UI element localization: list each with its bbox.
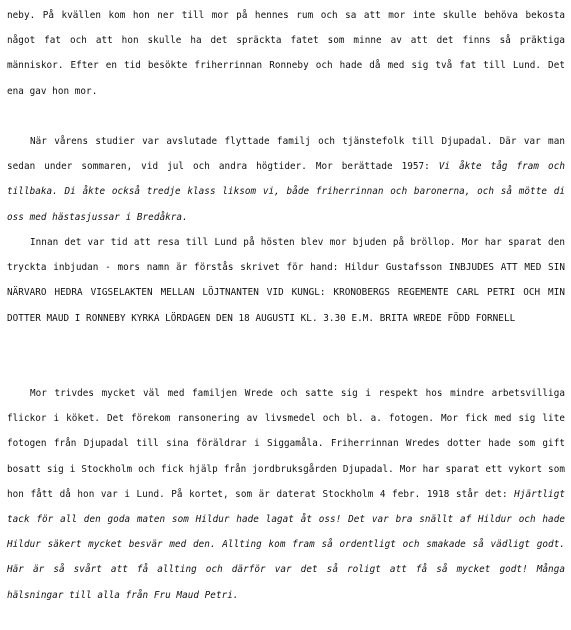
paragraph-1: [7, 3, 565, 104]
paragraph-3: [7, 230, 565, 331]
paragraph-2-text: När vårens studier var avslutade flyttade familj och tjänstefolk till Djupadal. Där var man sedan under sommaren, vid jul och andra högtider. Mor berättade 1957:: [7, 136, 565, 173]
paragraph-3-text: Innan det var tid att resa till Lund på hösten blev mor bjuden på bröllop. Mor har sparat den tryckta inbjudan - mors namn är förstås skrivet för hand: Hildur Gustafsson INBJUDES ATT MED SIN NÄRVARO HEDRA VIGSELAKTEN MELLAN LÖJTNANTEN VID KUNGL: KRONOBERGS REGEMENTE CARL PETRI OCH MIN DOTTER MAUD I RONNEBY KYRKA LÖRDAGEN DEN 18 AUGUSTI KL. 3.30 E.M. BRITA WREDE FÖDD FORNELL: [7, 237, 565, 324]
paragraph-4: [7, 381, 565, 608]
paragraph-2: [7, 129, 565, 230]
paragraph-4-quote: Hjärtligt tack för all den goda maten som Hildur hade lagat åt oss! Det var bra snällt af Hildur och hade Hildur säkert mycket besvär med den. Allting kom fram så ordentligt och smakade så vädligt godt. Här är så svårt att få allting och därför var det så roligt att få så mycket godt! Många hälsningar till alla från Fru Maud Petri.: [7, 488, 565, 601]
paragraph-1-text: neby. På kvällen kom hon ner till mor på hennes rum och sa att mor inte skulle behöva bekosta något fat och att hon skulle ha det spräckta fatet som minne av att det finns så präktiga människor. Efter en tid besökte friherrinnan Ronneby och hade då med sig två fat till Lund. Det ena gav hon mor.: [7, 10, 565, 97]
paragraph-2-quote: Vi åkte tåg fram och tillbaka. Di åkte också tredje klass liksom vi, både friherrinnan och baronerna, och så mötte di oss med hästasjussar i Bredåkra.: [7, 161, 565, 223]
paragraph-4-text: Mor trivdes mycket väl med familjen Wrede och satte sig i respekt hos mindre arbetsvilliga flickor i köket. Det förekom ransonering av livsmedel och bl. a. fotogen. Mor fick med sig lite fotogen från Djupadal till sina föräldrar i Siggamåla. Friherrinnan Wredes dotter hade som gift bosatt sig i Stockholm och fick hjälp från jordbruksgården Djupadal. Mor har sparat ett vykort som hon fått då hon var i Lund. På kortet, som är daterat Stockholm 4 febr. 1918 står det:: [7, 388, 565, 500]
